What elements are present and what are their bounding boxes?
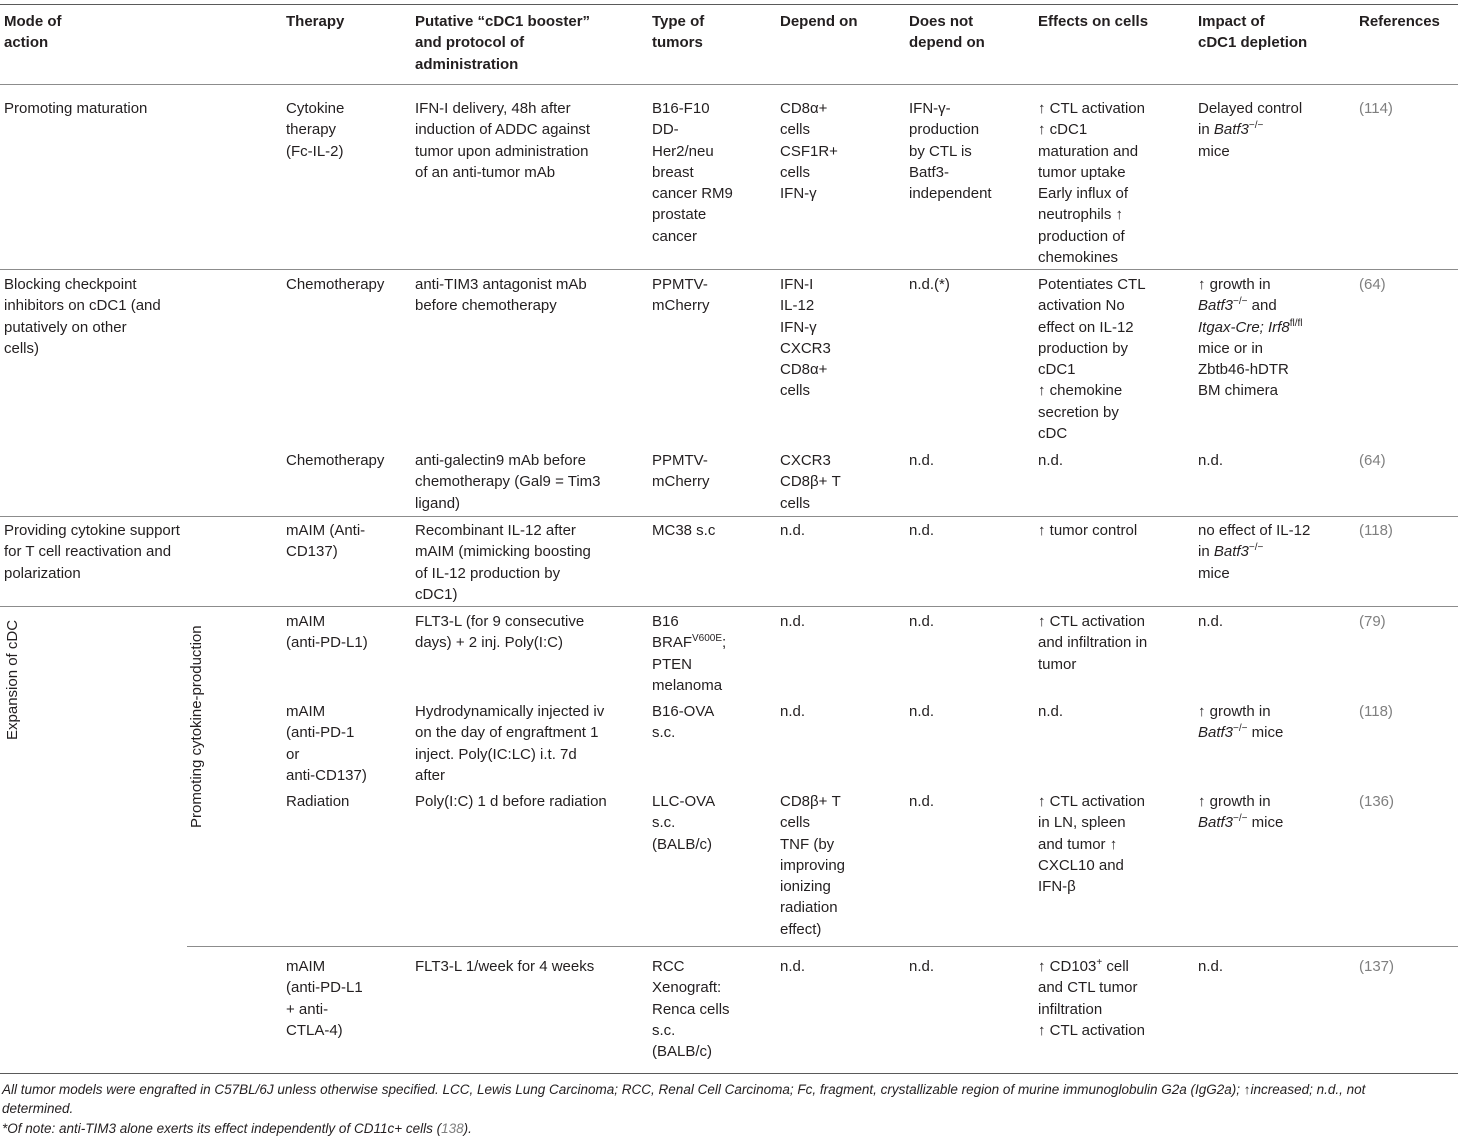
table-row-3-therapy: Chemotherapy: [286, 452, 385, 469]
table-row-6-depend: n.d.: [780, 703, 806, 720]
table-row-5-booster: FLT3-L (for 9 consecutive days) + 2 inj. Poly(I:C): [415, 613, 585, 652]
table-row-4-depend: n.d.: [780, 522, 806, 539]
table-row-1-not-depend: IFN-γ- production by CTL is Batf3- independent: [909, 100, 992, 203]
header-type-of-tumors: Type of tumors: [652, 13, 705, 52]
table-row-6-not-depend: n.d.: [909, 703, 935, 720]
row-rule-4: [187, 946, 1458, 947]
table-row-7-depend: CD8β+ T cells TNF (by improving ionizing radiation effect): [780, 793, 846, 938]
table-row-3-reference-link[interactable]: (64): [1359, 452, 1386, 469]
table-row-1-reference-link[interactable]: (114): [1359, 100, 1393, 117]
row-rule-3: [0, 606, 1458, 607]
header-depend-on: Depend on: [780, 13, 858, 30]
table-row-5-reference-link[interactable]: (79): [1359, 613, 1386, 630]
header-references: References: [1359, 13, 1440, 30]
table-row-6-tumors: B16-OVA s.c.: [652, 703, 715, 742]
table-row-8-impact: n.d.: [1198, 958, 1224, 975]
row-rule-2: [0, 516, 1458, 517]
table-row-6-impact: ↑ growth in Batf3−/− mice: [1198, 703, 1284, 742]
table-row-2-therapy: Chemotherapy: [286, 276, 385, 293]
table-row-5-tumors: B16 $BRAF^{V600E}$; PTEN melanoma: [652, 613, 727, 694]
table-top-rule: [0, 4, 1458, 5]
table-bottom-rule: [0, 1073, 1458, 1074]
table-row-1-impact: Delayed control in Batf3−/− mice: [1198, 100, 1303, 160]
table-row-2-depend: IFN-I IL-12 IFN-γ CXCR3 CD8α+ cells: [780, 276, 831, 400]
group-label-expansion-of-cdc: Expansion of cDC: [4, 619, 21, 740]
table-row-6-therapy: mAIM (anti-PD-1 or anti-CD137): [286, 703, 367, 784]
table-row-3-not-depend: n.d.: [909, 452, 935, 469]
table-row-7-effects: ↑ CTL activation in LN, spleen and tumor ↑ CXCL10 and IFN-β: [1038, 793, 1145, 896]
table-row-8-therapy: mAIM (anti-PD-L1 + anti- CTLA-4): [286, 958, 363, 1039]
table-row-6-reference-link[interactable]: (118): [1359, 703, 1393, 720]
table-row-7-reference-link[interactable]: (136): [1359, 793, 1395, 810]
table-row-7-booster: Poly(I:C) 1 d before radiation: [415, 793, 607, 810]
table-row-7-not-depend: n.d.: [909, 793, 935, 810]
table-row-5-effects: ↑ CTL activation and infiltration in tumor: [1038, 613, 1148, 673]
table-row-7-tumors: LLC-OVA s.c. (BALB/c): [652, 793, 716, 853]
table-row-3-depend: CXCR3 CD8β+ T cells: [780, 452, 841, 512]
header-does-not-depend-on: Does not depend on: [909, 13, 985, 52]
table-row-1-therapy: Cytokine therapy (Fc-IL-2): [286, 100, 345, 160]
header-effects-on-cells: Effects on cells: [1038, 13, 1149, 30]
table-row-3-effects: n.d.: [1038, 452, 1064, 469]
table-row-4-not-depend: n.d.: [909, 522, 935, 539]
table-row-3-impact: n.d.: [1198, 452, 1224, 469]
table-row-5-depend: n.d.: [780, 613, 806, 630]
table-row-4-therapy: mAIM (Anti- CD137): [286, 522, 366, 561]
group-label-promoting-cytokine-production: Promoting cytokine-production: [188, 625, 205, 828]
table-row-5-impact: n.d.: [1198, 613, 1224, 630]
footnote-reference-link[interactable]: 138: [441, 1121, 464, 1136]
header-bottom-rule: [0, 84, 1458, 85]
row-rule-1: [0, 269, 1458, 270]
table-row-2-mode: Blocking checkpoint inhibitors on cDC1 (and putatively on other cells): [4, 276, 161, 357]
table-row-7-therapy: Radiation: [286, 793, 350, 810]
table-row-8-reference-link[interactable]: (137): [1359, 958, 1395, 975]
table-row-8-effects: ↑ CD103+ cell and CTL tumor infiltration ↑ CTL activation: [1038, 957, 1145, 1039]
table-row-3-booster: anti-galectin9 mAb before chemotherapy (Gal9 = Tim3 ligand): [415, 452, 601, 512]
table-row-8-booster: FLT3-L 1/week for 4 weeks: [415, 958, 595, 975]
header-therapy: Therapy: [286, 13, 345, 30]
table-row-3-tumors: PPMTV- mCherry: [652, 452, 710, 491]
table-row-1-booster: IFN-I delivery, 48h after induction of ADDC against tumor upon administration of an anti-tumor mAb: [415, 100, 591, 181]
table-row-4-mode: Providing cytokine support for T cell reactivation and polarization: [4, 522, 180, 582]
table-row-2-tumors: PPMTV- mCherry: [652, 276, 710, 315]
table-row-2-reference-link[interactable]: (64): [1359, 276, 1386, 293]
table-row-5-not-depend: n.d.: [909, 613, 935, 630]
table-row-1-depend: CD8α+ cells CSF1R+ cells IFN-γ: [780, 100, 838, 203]
table-row-4-reference-link[interactable]: (118): [1359, 522, 1393, 539]
table-row-5-therapy: mAIM (anti-PD-L1): [286, 613, 368, 652]
table-row-2-impact: ↑ growth in Batf3−/− and Itgax-Cre; $Irf8^{fl/fl}$ mice or in Zbtb46-hDTR BM chimera: [1198, 276, 1303, 400]
table-row-2-effects: Potentiates CTL activation No effect on IL-12 production by cDC1 ↑ chemokine secretion by cDC: [1038, 276, 1146, 443]
table-row-4-tumors: MC38 s.c: [652, 522, 716, 539]
header-mode-of-action: Mode of action: [4, 13, 62, 52]
table-row-8-tumors: RCC Xenograft: Renca cells s.c. (BALB/c): [652, 958, 730, 1061]
header-booster: Putative “cDC1 booster” and protocol of administration: [415, 13, 591, 73]
table-row-6-effects: n.d.: [1038, 703, 1064, 720]
header-impact-of-cdc1-depletion: Impact of cDC1 depletion: [1198, 13, 1308, 52]
table-row-4-impact: no effect of IL-12 in Batf3−/− mice: [1198, 522, 1311, 582]
table-row-1-effects: ↑ CTL activation ↑ cDC1 maturation and tumor uptake Early influx of neutrophils ↑ production of chemokines: [1038, 100, 1145, 267]
table-row-1-tumors: B16-F10 DD- Her2/neu breast cancer RM9 prostate cancer: [652, 100, 733, 245]
table-row-4-booster: Recombinant IL-12 after mAIM (mimicking boosting of IL-12 production by cDC1): [415, 522, 591, 603]
table-row-2-not-depend: n.d.(*): [909, 276, 950, 293]
table-row-2-booster: anti-TIM3 antagonist mAb before chemotherapy: [415, 276, 587, 315]
table-row-8-not-depend: n.d.: [909, 958, 935, 975]
table-row-8-depend: n.d.: [780, 958, 806, 975]
footnote-asterisk: *Of note: anti-TIM3 alone exerts its effect independently of CD11c+ cells (138).: [2, 1121, 472, 1136]
table-row-4-effects: ↑ tumor control: [1038, 522, 1138, 539]
footnote-general: All tumor models were engrafted in C57BL/6J unless otherwise specified. LCC, Lewis Lung Carcinoma; RCC, Renal Cell Carcinoma; Fc, fragment, crystallizable region of murine immunoglobulin G2a (IgG2a); ↑increased; n.d., not determined.: [2, 1082, 1366, 1116]
table-row-7-impact: ↑ growth in Batf3−/− mice: [1198, 793, 1284, 832]
table-row-6-booster: Hydrodynamically injected iv on the day of engraftment 1 inject. Poly(IC:LC) i.t. 7d after: [415, 703, 605, 784]
table-row-1-mode: Promoting maturation: [4, 100, 148, 117]
